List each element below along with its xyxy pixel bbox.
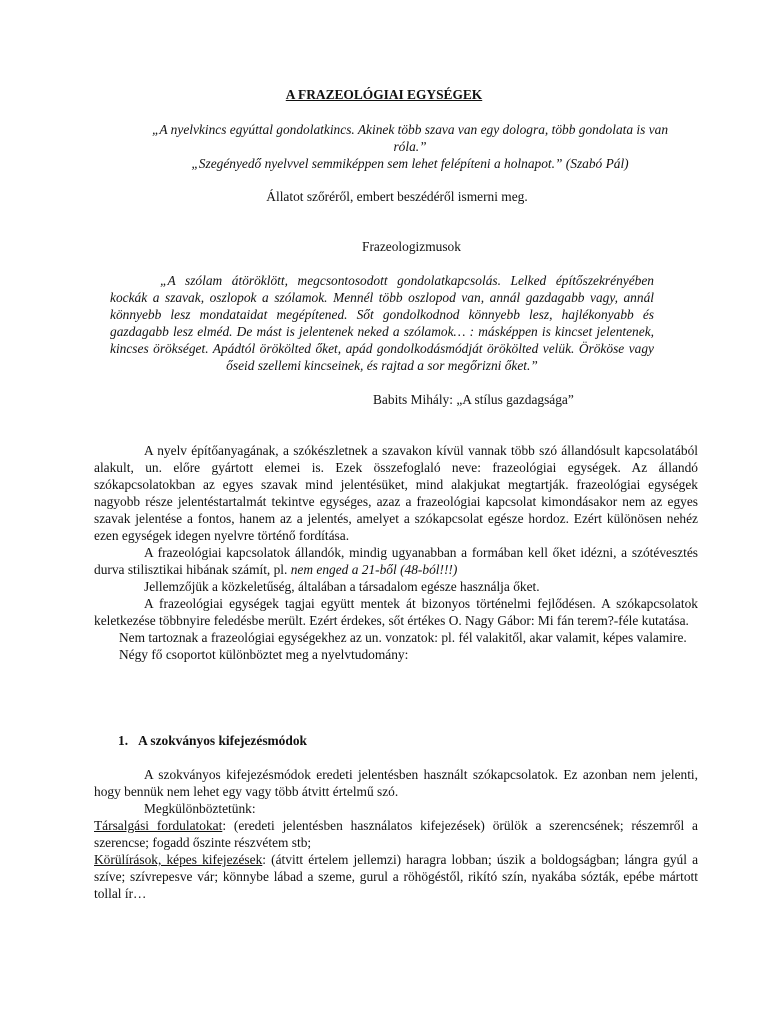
quote-source: Babits Mihály: „A stílus gazdagsága” <box>373 392 574 407</box>
item-label: Körülírások, képes kifejezések <box>94 852 263 867</box>
paragraph: A nyelv építőanyagának, a szókészletnek a szavakon kívül vannak több szó állandósult kapcsolatából alakult, un. előre gyártott elemei is. Ezek összefoglaló neve: frazeológiai egységek. Az állandó szókapcsolatokban az egyes szavak mind jelentésüket, mind alakjukat megtartják. frazeológiai egységek nagyobb része jelentéstartalmát tekintve egységes, azaz a frazeológiai kapcsolat kimondásakor nem az egyes szavak jelentése a fontos, hanem az a jelentés, amelyet a szókapcsolat egésze hordoz. Ezért különösen nehéz ezen egységek idegen nyelvre történő fordítása. <box>94 443 698 543</box>
section-number: 1. <box>118 733 129 748</box>
paragraph: A frazeológiai egységek tagjai együtt mentek át bizonyos történelmi fejlődésen. A szókapcsolatok keletkezése többnyire feledésbe merült. Ezért érdekes, sőt értékes O. Nagy Gábor: Mi fán terem?-féle kutatása. <box>94 596 698 628</box>
paragraph: Jellemzőjük a közkeletűség, általában a társadalom egésze használja őket. <box>144 579 540 594</box>
example-text: nem enged a 21-ből (48-ból!!!) <box>290 562 458 577</box>
motto-line-3: „Szegényedő nyelvvel semmiképpen sem lehet felépíteni a holnapot.” (Szabó Pál) <box>191 156 629 171</box>
item-text: : (eredeti jelentésben használatos kifejezések) örülök a szerencsének; részemről a szerencse; fogadd őszinte részvétem stb; <box>94 818 698 850</box>
section-heading <box>118 732 307 749</box>
paragraph: Nem tartoznak a frazeológiai egységekhez az un. vonzatok: pl. fél valakitől, akar valamit, képes valamire. <box>119 630 687 645</box>
babits-quote: „A szólam átöröklött, megcsontosodott gondolatkapcsolás. Lelked építőszekrényében kockák a szavak, oszlopok a szólamok. Mennél több oszlopod van, annál gazdagabb vagy, annál könnyebb lesz mondataidat megépítened. Sőt gondolkodnod könnyebb lesz, hajlékonyabb és gazdagabb lesz elméd. De mást is jelentenek neked a szólamok… : másképpen is kincset jelentenek, kincses örökséget. Apádtól örökölted őket, apád gondolkodásmódját örökölted velük. Örököse vagy őseid szellemi kincseinek, és rajtad a sor megőrizni őket.” <box>110 273 654 373</box>
paragraph <box>94 544 698 578</box>
motto-line-2: róla.” <box>393 139 427 154</box>
paragraph: Négy fő csoportot különböztet meg a nyelvtudomány: <box>119 647 409 662</box>
document-title: A FRAZEOLÓGIAI EGYSÉGEK <box>285 87 483 102</box>
main-text <box>94 442 698 663</box>
item-text: : (átvitt értelem jellemzi) haragra lobban; úszik a boldogságban; lángra gyúl a szíve; szívrepesve vár; könnybe lábad a szeme, gurul a röhögéstől, rikító szín, nyakába sózták, epébe mártott tollal ír… <box>94 852 699 901</box>
paragraph: A szokványos kifejezésmódok eredeti jelentésben használt szókapcsolatok. Ez azonban nem jelenti, hogy bennük nem lehet egy vagy több átvitt értelmű szó. <box>94 767 698 799</box>
paragraph-text: A frazeológiai kapcsolatok állandók, mindig ugyanabban a formában kell őket idézni, a szótévesztés durva stilisztikai hibának számít, pl. <box>94 545 698 577</box>
paragraph: Megkülönböztetünk: <box>144 801 256 816</box>
item-label: Társalgási fordulatokat <box>94 818 223 833</box>
motto-line-1: „A nyelvkincs egyúttal gondolatkincs. Akinek több szava van egy dologra, több gondolata is van <box>151 122 669 137</box>
subtitle: Frazeologizmusok <box>362 239 461 254</box>
section-text <box>94 766 698 902</box>
proverb: Állatot szőréről, embert beszédéről ismerni meg. <box>266 189 528 204</box>
list-item <box>94 851 698 902</box>
section-title: A szokványos kifejezésmódok <box>138 733 307 748</box>
list-item <box>94 817 698 851</box>
